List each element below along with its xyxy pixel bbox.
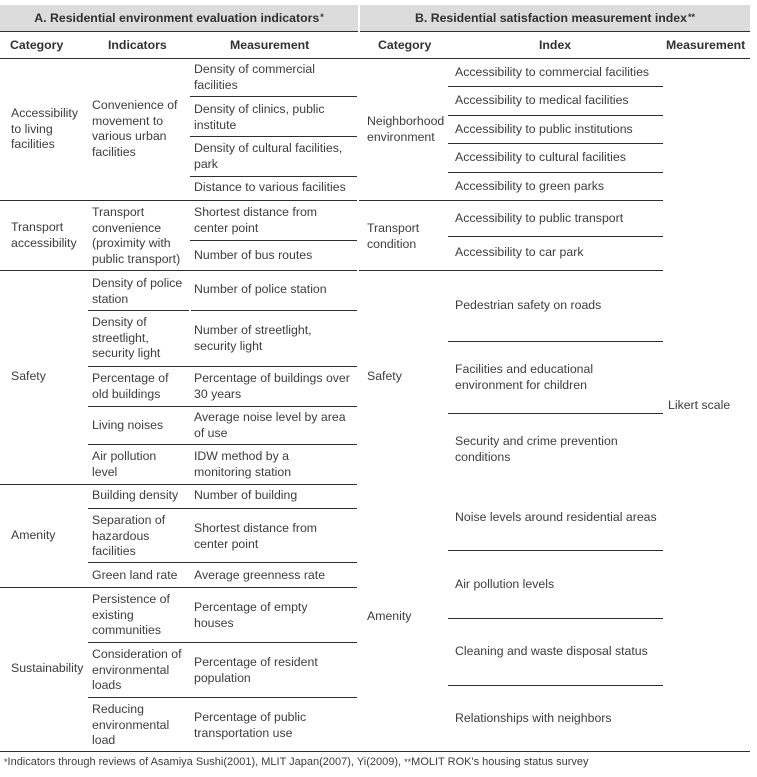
b-index-cell: Noise levels around residential areas <box>455 509 657 524</box>
rule <box>190 136 357 137</box>
rule <box>448 341 663 342</box>
rule <box>448 550 663 551</box>
b-index-cell: Air pollution levels <box>455 576 555 591</box>
col-header-a-category: Category <box>10 37 64 52</box>
rule <box>88 697 357 698</box>
a-indicator-cell: Persistence of existing communities <box>92 592 170 637</box>
a-indicator-cell: Green land rate <box>92 567 178 582</box>
section-b-title-text: B. Residential satisfaction measurement index <box>414 11 687 25</box>
a-measurement-cell: Shortest distance from center point <box>194 205 318 235</box>
rule <box>0 270 357 271</box>
rule <box>448 685 663 686</box>
b-category-cell: Amenity <box>367 609 412 624</box>
b-index-cell: Pedestrian safety on roads <box>455 298 602 313</box>
b-index-cell: Accessibility to cultural facilities <box>455 150 626 165</box>
rule <box>448 172 663 173</box>
a-category-cell: Sustainability <box>11 661 84 676</box>
a-indicator-cell: Convenience of movement to various urban facilities <box>92 98 178 159</box>
col-header-b-index: Index <box>539 37 572 52</box>
footnote <box>4 756 589 768</box>
rule <box>0 31 358 32</box>
col-header-a-measurement: Measurement <box>230 37 310 52</box>
b-measurement-cell: Likert scale <box>668 398 731 413</box>
footnote-mark: ** <box>404 757 412 767</box>
a-category-cell: Amenity <box>11 528 56 543</box>
a-measurement-cell: IDW method by a monitoring station <box>194 449 292 479</box>
section-a-footnote-mark: * <box>320 12 324 22</box>
rule <box>190 96 357 97</box>
a-measurement-cell: Number of building <box>194 488 298 503</box>
rule <box>0 484 357 485</box>
rule <box>0 751 750 752</box>
gap <box>189 306 191 312</box>
b-category-cell: Transport condition <box>367 221 420 251</box>
rule <box>88 366 357 367</box>
a-category-cell: Transport accessibility <box>11 220 77 250</box>
a-indicator-cell: Transport convenience (proximity with public transport) <box>92 205 181 266</box>
a-measurement-cell: Percentage of buildings over 30 years <box>194 371 350 401</box>
a-measurement-cell: Density of commercial facilities <box>194 62 315 92</box>
a-measurement-cell: Percentage of resident population <box>194 655 318 685</box>
rule <box>359 270 663 271</box>
section-b-title <box>360 5 750 31</box>
a-measurement-cell: Number of bus routes <box>194 247 313 262</box>
b-index-cell: Accessibility to commercial facilities <box>455 65 650 80</box>
a-indicator-cell: Living noises <box>92 418 164 433</box>
a-indicator-cell: Reducing environmental load <box>92 702 170 747</box>
col-header-b-measurement: Measurement <box>666 37 746 52</box>
rule <box>0 200 357 201</box>
footnote-text: Indicators through reviews of Asamiya Sushi(2001), MLIT Japan(2007), Yi(2009), <box>7 756 405 768</box>
a-measurement-cell: Percentage of empty houses <box>194 600 308 630</box>
a-measurement-cell: Shortest distance from center point <box>194 521 318 551</box>
a-measurement-cell: Distance to various facilities <box>194 180 346 195</box>
rule <box>448 618 663 619</box>
rule <box>448 115 663 116</box>
footnote-text: MOLIT ROK's housing status survey <box>411 756 589 768</box>
a-measurement-cell: Number of streetlight, security light <box>194 323 312 353</box>
rule <box>88 642 357 643</box>
rule <box>88 508 357 509</box>
b-index-cell: Accessibility to car park <box>455 245 584 260</box>
a-measurement-cell: Density of clinics, public institute <box>194 102 325 132</box>
a-measurement-cell: Average noise level by area of use <box>194 410 346 440</box>
rule <box>448 413 663 414</box>
a-indicator-cell: Consideration of environmental loads <box>92 647 182 692</box>
a-category-cell: Accessibility to living facilities <box>11 106 78 151</box>
a-indicator-cell: Separation of hazardous facilities <box>92 513 166 558</box>
rule <box>190 176 357 177</box>
rule <box>88 562 357 563</box>
rule <box>88 310 357 311</box>
a-indicator-cell: Percentage of old buildings <box>92 371 169 401</box>
b-index-cell: Security and crime prevention conditions <box>455 434 618 464</box>
b-index-cell: Accessibility to public institutions <box>455 121 633 136</box>
a-measurement-cell: Density of cultural facilities, park <box>194 141 343 171</box>
b-index-cell: Relationships with neighbors <box>455 711 612 726</box>
section-b-footnote-mark: ** <box>687 12 695 22</box>
b-index-cell: Facilities and educational environment for children <box>455 362 594 392</box>
b-index-cell: Accessibility to medical facilities <box>455 93 629 108</box>
b-index-cell: Cleaning and waste disposal status <box>455 644 648 659</box>
col-header-a-indicators: Indicators <box>108 37 167 52</box>
footnote-mark: * <box>4 757 8 767</box>
rule <box>88 406 357 407</box>
a-indicator-cell: Air pollution level <box>92 449 157 479</box>
a-indicator-cell: Density of streetlight, security light <box>92 315 161 360</box>
b-index-cell: Accessibility to public transport <box>455 210 624 225</box>
rule <box>360 31 750 32</box>
rule <box>88 444 357 445</box>
a-indicator-cell: Density of police station <box>92 276 183 306</box>
rule <box>448 143 663 144</box>
a-indicator-cell: Building density <box>92 488 179 503</box>
rule <box>359 200 663 201</box>
rule <box>448 236 663 237</box>
rule <box>0 587 357 588</box>
section-a-title-text: A. Residential environment evaluation indicators <box>34 11 320 25</box>
b-category-cell: Safety <box>367 369 402 384</box>
rule <box>190 240 357 241</box>
a-measurement-cell: Average greenness rate <box>194 567 326 582</box>
b-index-cell: Accessibility to green parks <box>455 178 604 193</box>
col-header-b-category: Category <box>378 37 432 52</box>
a-category-cell: Safety <box>11 369 46 384</box>
a-measurement-cell: Number of police station <box>194 282 327 297</box>
a-measurement-cell: Percentage of public transportation use <box>194 710 307 740</box>
b-category-cell: Neighborhood environment <box>367 114 445 144</box>
rule <box>448 86 663 87</box>
section-a-title <box>0 5 358 31</box>
